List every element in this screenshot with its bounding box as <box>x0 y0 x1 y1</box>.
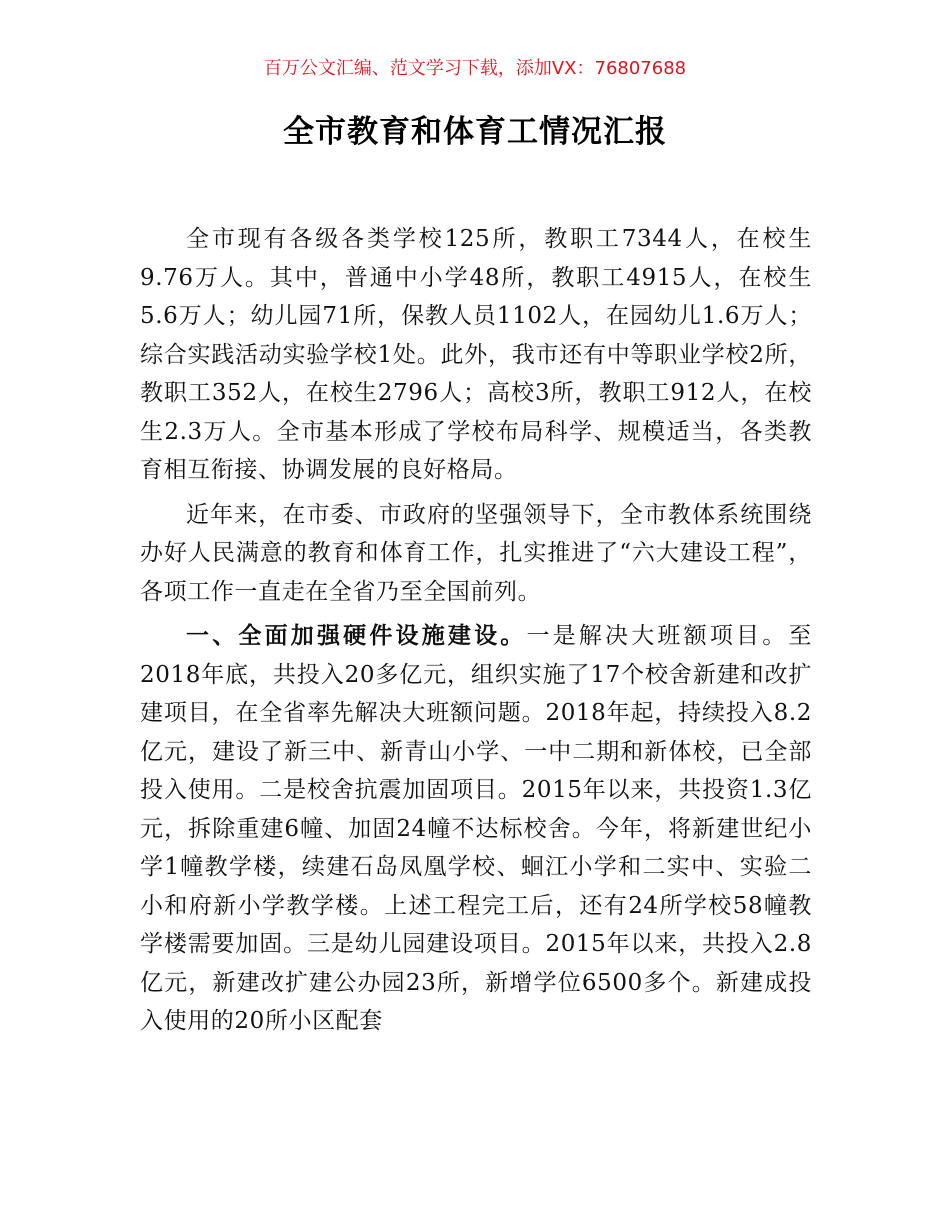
paragraph-section-1 <box>140 617 812 1041</box>
section-heading: 一、全面加强硬件设施建设。 <box>186 623 527 649</box>
paragraph-text: 近年来，在市委、市政府的坚强领导下，全市教体系统围绕办好人民满意的教育和体育工作，扎实推进了“六大建设工程”，各项工作一直走在全省乃至全国前列。 <box>140 501 812 605</box>
document-title: 全市教育和体育工情况汇报 <box>283 114 667 150</box>
paragraph-text: 全市现有各级各类学校125所，教职工7344人，在校生9.76万人。其中，普通中小学48所，教职工4915人，在校生5.6万人；幼儿园71所，保教人员1102人，在园幼儿1.6万人；综合实践活动实验学校1处。此外，我市还有中等职业学校2所，教职工352人，在校生2796人；高校3所，教职工912人，在校生2.3万人。全市基本形成了学校布局科学、规模适当，各类教育相互衔接、协调发展的良好格局。 <box>140 226 812 483</box>
paragraph-overview <box>140 220 812 490</box>
paragraph-text: 一是解决大班额项目。至2018年底，共投入20多亿元，组织实施了17个校舍新建和改扩建项目，在全省率先解决大班额问题。2018年起，持续投入8.2亿元，建设了新三中、新青山小学、一中二期和新体校，已全部投入使用。二是校舍抗震加固项目。2015年以来，共投资1.3亿元，拆除重建6幢、加固24幢不达标校舍。今年，将新建世纪小学1幢教学楼，续建石岛凤凰学校、蛔江小学和二实中、实验二小和府新小学教学楼。上述工程完工后，还有24所学校58幢教学楼需要加固。三是幼儿园建设项目。2015年以来，共投入2.8亿元，新建改扩建公办园23所，新增学位6500多个。新建成投入使用的20所小区配套 <box>140 623 812 1034</box>
document-body <box>140 220 812 1047</box>
paragraph-intro <box>140 496 812 612</box>
watermark-banner: 百万公文汇编、范文学习下载，添加VX：76807688 <box>263 58 687 79</box>
